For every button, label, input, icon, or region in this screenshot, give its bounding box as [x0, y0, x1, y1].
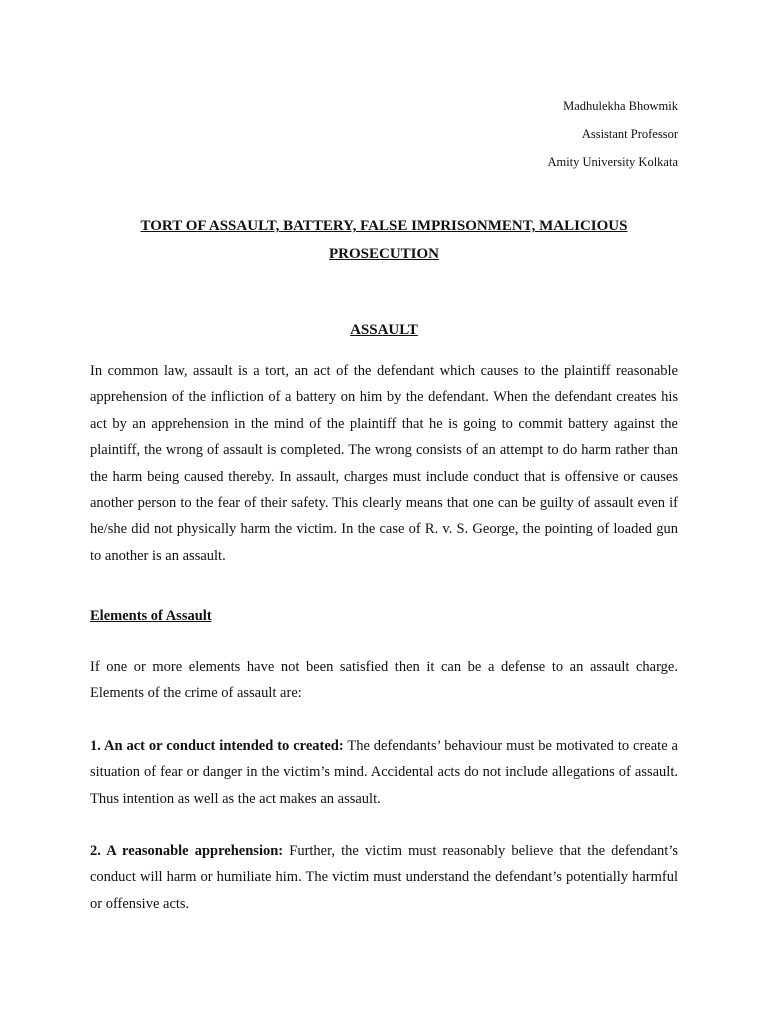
element-item-2-text: Further, the victim must reasonably believe that the defendant’s conduct will harm or humiliate him. The victim must understand the defendant’s potentially harmful or offensive acts.: [90, 843, 678, 912]
author-block: [547, 92, 678, 176]
elements-intro-paragraph: If one or more elements have not been satisfied then it can be a defense to an assault charge. Elements of the crime of assault are:: [90, 659, 678, 702]
assault-intro-paragraph: In common law, assault is a tort, an act of the defendant which causes to the plaintiff reasonable apprehension of the infliction of a battery on him by the defendant. When the defendant creates his act by an apprehension in the mind of the plaintiff that he is going to commit battery against the plaintiff, the wrong of assault is completed. The wrong consists of an attempt to do harm rather than the harm being caused thereby. In assault, charges must include conduct that is offensive or causes another person to the fear of their safety. This clearly means that one can be guilty of assault even if he/she did not physically harm the victim. In the case of R. v. S. George, the pointing of loaded gun to another is an assault.: [90, 363, 678, 564]
element-item-2: [90, 838, 678, 917]
document-title: TORT OF ASSAULT, BATTERY, FALSE IMPRISONMENT, MALICIOUS PROSECUTION: [140, 218, 628, 262]
author-name: Madhulekha Bhowmik: [563, 99, 678, 113]
section-heading-assault: ASSAULT: [350, 322, 418, 338]
elements-heading: Elements of Assault: [90, 608, 212, 624]
element-item-1-lead: 1. An act or conduct intended to created:: [90, 738, 344, 754]
element-item-2-lead: 2. A reasonable apprehension:: [90, 843, 284, 859]
element-item-1: [90, 733, 678, 812]
author-position: Assistant Professor: [581, 127, 678, 141]
element-item-1-text: The defendants’ behaviour must be motivated to create a situation of fear or danger in the victim’s mind. Accidental acts do not include allegations of assault. Thus intention as well as the act makes an assault.: [90, 738, 678, 807]
author-institution: Amity University Kolkata: [547, 155, 678, 169]
